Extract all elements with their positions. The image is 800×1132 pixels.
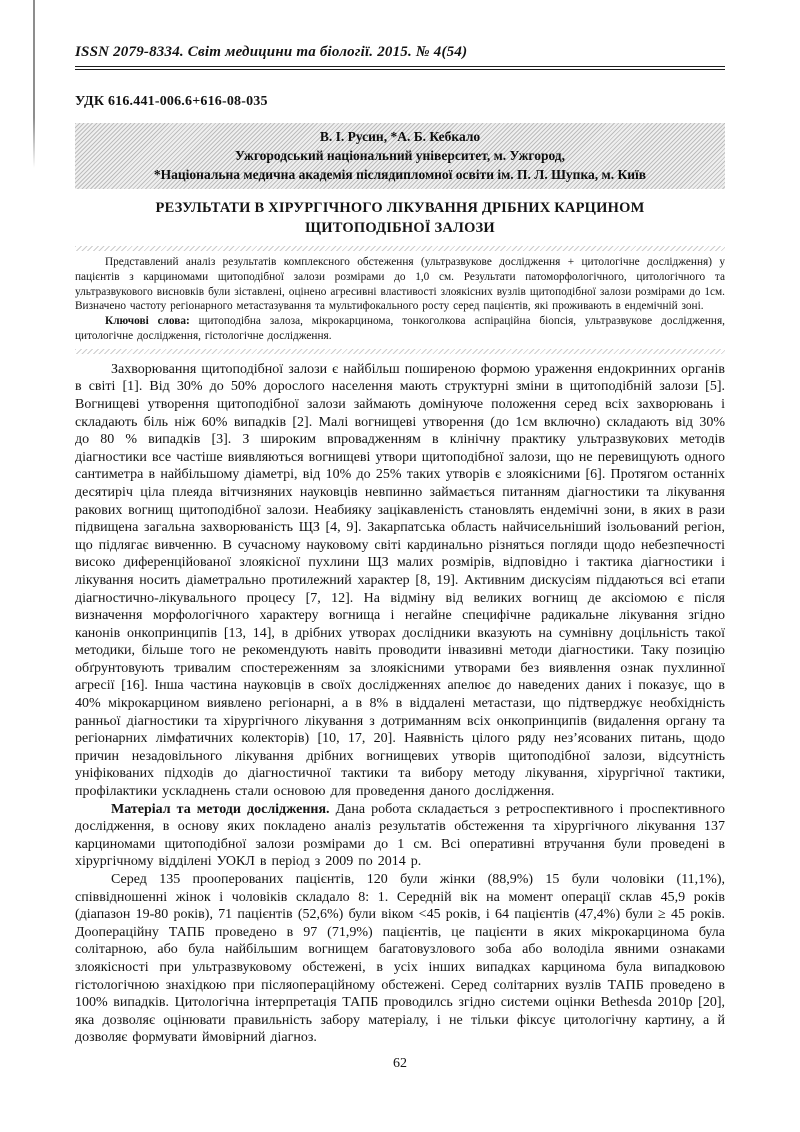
page-number: 62 — [393, 1055, 407, 1071]
article-body — [75, 361, 725, 1047]
methods-section-text: Дана робота складається з ретроспективного і проспективного дослідження, в основу яких покладено аналіз результатів обстеження та хірургічного лікування 137 карциномами щитоподібної залози розмірами до 1 см. Всі оперативні втручання були проведені в хірургічному відділені УОКЛ в період з 2009 по 2014 р. — [75, 801, 725, 870]
keywords-line — [75, 314, 725, 344]
decorative-squiggle-bottom — [75, 349, 725, 354]
body-paragraph-patients: Серед 135 прооперованих пацієнтів, 120 були жінки (88,9%) 15 були чоловіки (11,1%), співвідношенні жінок і чоловіків складало 8: 1. Середній вік на момент операції склав 45,9 років (діапазон 19-80 років), 71 пацієнтів (52,6%) були віком <45 років, і 64 пацієнтів (47,4%) були ≥ 45 років. Доопераційну ТАПБ проведено в 97 (71,9%) пацієнтів, це пацієнти в яких мікрокарцинома була солітарною, або була найбільшим вогнищем багатовузлового зоба або володіла явними ознаками злоякісності при ультразвуковому обстежені, в усіх інших випадках карцинома була випадковою гістологічною знахідкою при післяопераційному обстежені. Серед солітарних вузлів ТАПБ проведено в 100% випадків. Цитологічна інтерпретація ТАПБ проводилсь згідно системи оцінки Bethesda 2010р [20], яка дозволяє оцінювати правильність забору матеріалу, і не тільки фіксує цитологічну картину, а й дозволяє формувати ймовірний діагноз. — [75, 872, 725, 1046]
authors-line: В. І. Русин, *А. Б. Кебкало — [319, 129, 481, 144]
udc-code: УДК 616.441-006.6+616-08-035 — [75, 94, 268, 109]
article-title — [75, 198, 725, 238]
abstract-block — [75, 255, 725, 344]
affiliation-line-1: Ужгородський національний університет, м. Ужгород, — [234, 148, 566, 163]
affiliation-line-2: *Національна медична академія післядипломної освіти ім. П. Л. Шупка, м. Київ — [153, 167, 647, 182]
scan-edge-artifact — [33, 0, 35, 168]
keywords-text: щитоподібна залоза, мікрокарцинома, тонкоголкова аспіраційна біопсія, ультразвукове дослідження, цитологічне дослідження, гістологічне дослідження. — [75, 315, 725, 342]
article-title-line-1: РЕЗУЛЬТАТИ В ХІРУРГІЧНОГО ЛІКУВАННЯ ДРІБНИХ КАРЦИНОМ — [155, 200, 645, 216]
keywords-label: Ключові слова: — [105, 315, 190, 328]
body-paragraph-methods — [75, 801, 725, 871]
methods-section-heading: Матеріал та методи дослідження. — [111, 801, 330, 817]
journal-issn-header: ISSN 2079-8334. Світ медицини та біології. 2015. № 4(54) — [75, 44, 725, 70]
article-title-line-2: ЩИТОПОДІБНОЇ ЗАЛОЗИ — [305, 220, 495, 236]
body-paragraph-intro: Захворювання щитоподібної залози є найбільш поширеною формою ураження ендокринних органів в світі [1]. Від 30% до 50% дорослого населення мають структурні зміни в щитоподібній залози [5]. Вогнищеві утворення щитоподібної залози займають домінуюче положення серед всіх захворювань і складають біль ніж 60% випадків [2]. Малі вогнищеві утворення (до 1см включно) складають від 30% до 80 % випадків [3]. З широким впровадженням в клінічну практику ультразвукових методів діагностики все частіше виявляються вогнищеві утвори щитоподібної залози, що не перевищують одного сантиметра в найбільшому діаметрі, від 10% до 25% таких утворів є злоякісними [6]. Протягом останніх десятиріч ціла плеяда вітчизняних науковців невпинно займається питанням діагностики та лікування ракових вогнищ щитоподібної залози. Неабияку зацікавленість становлять ендемічні зони, в яких в рази підвищена загальна захворюваність ЩЗ [4, 9]. Закарпатська область найчисельніший ізольований регіон, що підлягає вивченню. В сучасному науковому світі кардинально різняться погляди щодо небезпечності високо диференційованої злоякісної пухлини ЩЗ малих розмірів, відповідно і тактика діагностики і лікування носить діаметрально протилежний характер [8, 19]. Активним дискусіям піддаються всі етапи діагностично-лікувального процесу [7, 12]. На відміну від великих вогнищ де аксіомою є після визначення морфологічного характеру вогнища і негайне специфічне радикальне лікування згідно канонів онкопринципів [13, 14], в дрібних утворах дослідники вказують на сумнівну доцільність такої методики, більше того не рекомендують навіть проводити інвазивні методи діагностики. Таку позицію обґрунтовують тривалим спостереженням за злоякісними утворами без виявлення ознак пухлинної агресії [16]. Інша частина науковців в своїх дослідженнях апелює до наведених даних і показує, що в 40% мікрокарцином виявлено регіонарні, а в 8% в віддалені метастази, що підтверджує необхідність ранньої діагностики та хірургічного лікування з дотриманням всіх онкопринципів (видалення органу та регіонарних лімфатичних колекторів) [10, 17, 20]. Наявність цілого ряду нез’ясованих питань, щодо причин незадовільного лікування дрібних вогнищевих утворів щитоподібної залози, відсутність уніфікованих підходів до діагностичної тактики та вибору методу лікування, хірургічної тактики, профілактики ускладнень стали основою для проведення даного дослідження. — [75, 361, 725, 800]
decorative-squiggle-top — [75, 246, 725, 251]
abstract-text: Представлений аналіз результатів комплексного обстеження (ультразвукове дослідження + цитологічне дослідження) у пацієнтів з карциномами щитоподібної залози розмірами до 1,0 см. Результати патоморфологічного, цитологічного та ультразвукового висновків були зіставлені, оцінено агресивні властивості злоякісних вузлів щитоподібної залози розмірами до 1см. Визначено частоту регіонарного метастазування та мультифокального росту серед пацієнтів, які проживають в ендемічній зоні. — [75, 256, 725, 313]
authors-affiliations-block — [75, 123, 725, 189]
